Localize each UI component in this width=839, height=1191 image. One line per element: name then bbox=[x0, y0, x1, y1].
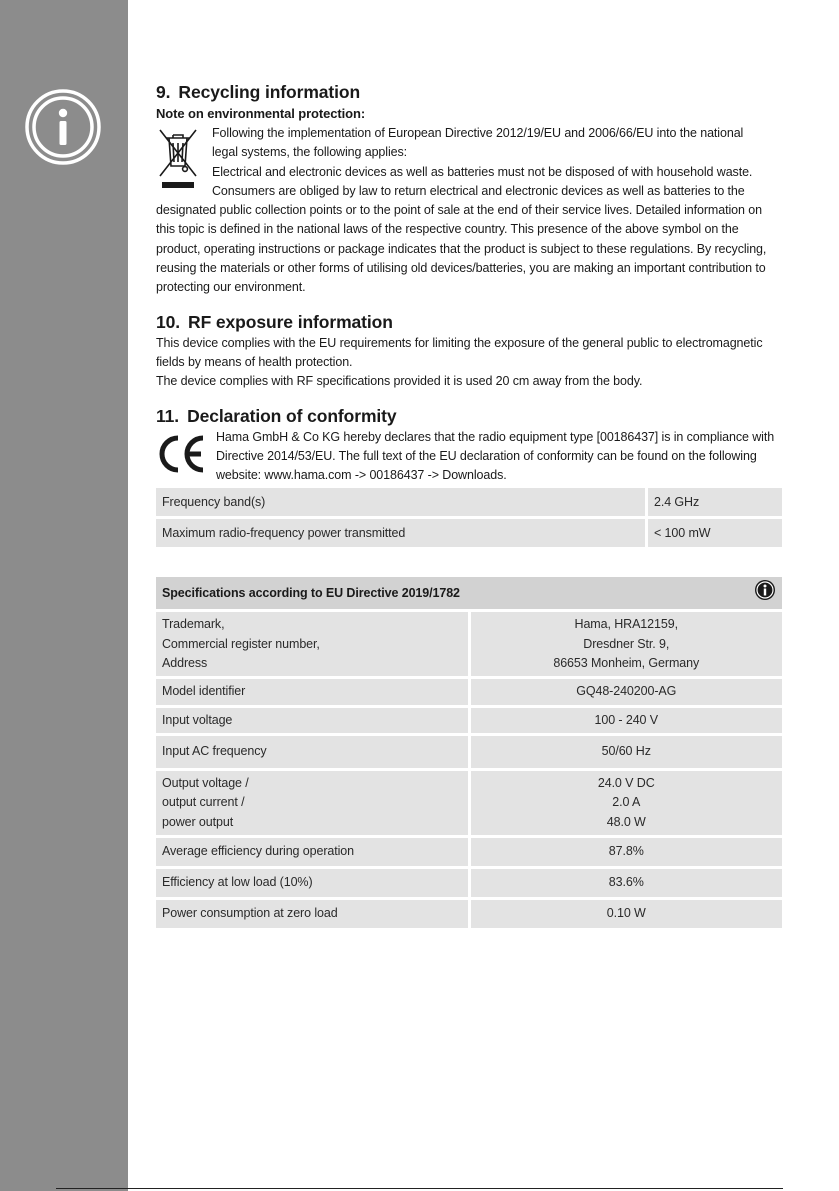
table-cell-label: Average efficiency during operation bbox=[156, 838, 468, 866]
table-row bbox=[156, 736, 782, 768]
table-cell-label: Output voltage / output current / power output bbox=[156, 771, 468, 835]
recycling-line-1: Following the implementation of European Directive 2012/19/EU and 2006/66/EU into the national bbox=[212, 126, 744, 140]
section-title-recycling: 9. Recycling information bbox=[156, 82, 361, 102]
table-cell-value: 50/60 Hz bbox=[468, 736, 783, 768]
section-conformity bbox=[156, 404, 782, 551]
recycling-subhead: Note on environmental protection: bbox=[156, 106, 366, 121]
recycling-line-4: Consumers are obliged by law to return electrical and electronic devices as well as batteries to the bbox=[212, 183, 745, 198]
info-icon bbox=[754, 579, 776, 601]
info-icon bbox=[24, 88, 102, 166]
radio-spec-table bbox=[156, 485, 782, 550]
section-rf-exposure bbox=[156, 310, 782, 392]
section-title-rf: 10. RF exposure information bbox=[156, 311, 393, 332]
table-row bbox=[156, 838, 782, 866]
table-cell-value: < 100 mW bbox=[645, 519, 782, 547]
table-cell-value: 0.10 W bbox=[468, 900, 783, 928]
table-row bbox=[156, 869, 782, 897]
section-title-conformity: 11. Declaration of conformity bbox=[156, 405, 397, 426]
ce-mark-icon bbox=[156, 432, 206, 476]
section-recycling bbox=[156, 80, 782, 298]
table-cell-value: 2.4 GHz bbox=[645, 488, 782, 516]
table-cell-value: 100 - 240 V bbox=[468, 708, 783, 733]
page-footer-rule bbox=[56, 1188, 783, 1189]
spec-table-title: Specifications according to EU Directive 2019/1782 bbox=[162, 585, 460, 600]
table-cell-value: 87.8% bbox=[468, 838, 783, 866]
table-row bbox=[156, 679, 782, 704]
crossed-out-wheelie-bin-icon bbox=[156, 126, 200, 192]
table-cell-value: 24.0 V DC 2.0 A 48.0 W bbox=[468, 771, 783, 835]
table-cell-label: Trademark, Commercial register number, Address bbox=[156, 612, 468, 676]
table-cell-label: Model identifier bbox=[156, 679, 468, 704]
sidebar bbox=[0, 0, 128, 1191]
recycling-line-2: legal systems, the following applies: bbox=[212, 145, 408, 160]
table-cell-value: 83.6% bbox=[468, 869, 783, 897]
recycling-line-3: Electrical and electronic devices as well as batteries must not be disposed of with household waste. bbox=[212, 164, 753, 179]
rf-paragraph-2: The device complies with RF specifications provided it is used 20 cm away from the body. bbox=[156, 374, 643, 389]
table-row bbox=[156, 708, 782, 733]
spec-table-header bbox=[156, 577, 782, 609]
table-cell-label: Input AC frequency bbox=[156, 736, 468, 768]
table-cell-label: Frequency band(s) bbox=[156, 488, 645, 516]
spec-table bbox=[156, 574, 782, 930]
table-cell-label: Input voltage bbox=[156, 708, 468, 733]
table-row bbox=[156, 771, 782, 835]
table-row bbox=[156, 519, 782, 547]
table-cell-value: Hama, HRA12159, Dresdner Str. 9, 86653 Monheim, Germany bbox=[468, 612, 783, 676]
conformity-text: Hama GmbH & Co KG hereby declares that the radio equipment type [00186437] is in compliance with Directive 2014/53/EU. The full text of the EU declaration of conformity can be found on the following website: www.hama.com -> 00186437 -> Downloads. bbox=[216, 429, 775, 483]
table-row bbox=[156, 612, 782, 676]
table-row bbox=[156, 488, 782, 516]
table-row bbox=[156, 900, 782, 928]
table-cell-label: Maximum radio-frequency power transmitted bbox=[156, 519, 645, 547]
table-cell-label: Power consumption at zero load bbox=[156, 900, 468, 928]
table-cell-value: GQ48-240200-AG bbox=[468, 679, 783, 704]
content bbox=[156, 80, 782, 931]
recycling-body: designated public collection points or to the point of sale at the end of their service lives. Detailed information on this topic is defined in the national laws of the respective country. This presence of the above symbol on the product, operating instructions or package indicates that the product is subject to these regulations. By recycling, reusing the materials or other forms of utilising old devices/batteries, you are making an important contribution to protecting our environment. bbox=[156, 203, 767, 295]
table-cell-label: Efficiency at low load (10%) bbox=[156, 869, 468, 897]
rf-paragraph-1: This device complies with the EU requirements for limiting the exposure of the general public to electromagnetic fields by means of health protection. bbox=[156, 335, 763, 369]
